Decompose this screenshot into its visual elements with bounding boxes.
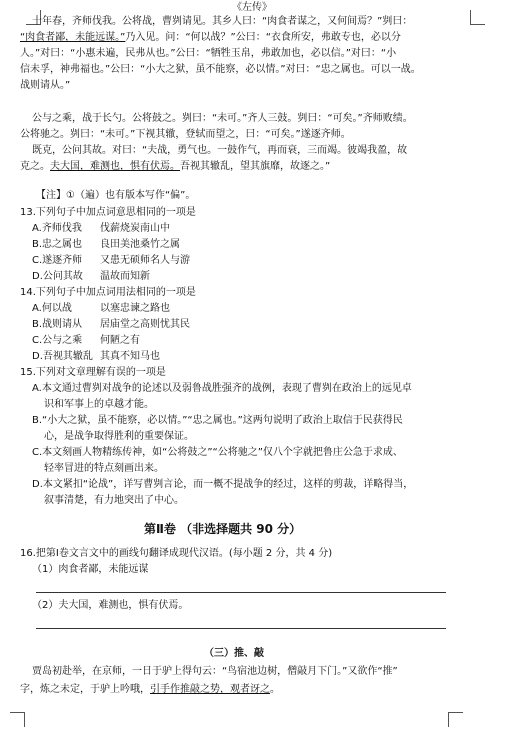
question-14-stem: 14.下列句子中加点词用法相同的一项是 [20,287,196,298]
question-15-option-a-cont: 识和军事上的卓越才能。 [44,399,154,410]
passage-line: 既克，公问其故。对曰：“夫战，勇气也。一鼓作气，再而衰，三而竭。彼竭我盈，故 [32,145,408,156]
question-15-option-d: D.本文紧扣“论战”，详写曹刿言论，而一概不提战争的经过，这样的剪裁，详略得当， [32,479,414,490]
corner-mark-bottom-left [10,712,25,727]
question-15-option-b-cont: 心，是战争取得胜利的重要保证。 [44,431,194,442]
question-15-stem: 15.下列对文章理解有误的一项是 [20,367,166,378]
answer-line [36,592,446,593]
question-14-option-b: B.战则请从 居庙堂之高则忧其民 [32,319,190,330]
question-14-option-a: A.何以战 以塞忠谏之路也 [32,303,170,314]
underlined-sentence: “肉食者鄙，未能远谋。” [20,32,126,43]
question-16-stem: 16.把第Ⅰ卷文言文中的画线句翻译成现代汉语。(每小题 2 分，共 4 分) [20,548,333,559]
annotation-note: 【注】①（遍）也有版本写作“偏”。 [36,190,196,201]
question-13-option-a: A.齐师伐我 伐薪烧炭南山中 [32,223,170,234]
part-three-line: 字，炼之未定，于驴上吟哦，引手作推敲之势，观者讶之。 [20,684,280,695]
question-15-option-b: B.“小大之狱，虽不能察，必以情。”“忠之属也。”这两句说明了政治上取信于民获得民 [32,415,403,426]
passage-line: 克之。夫大国，难测也，惧有伏焉。吾视其辙乱，望其旗靡，故逐之。” [20,161,331,172]
answer-line [36,628,446,629]
passage-line: 十年春，齐师伐我。公将战，曹刿请见。其乡人曰：“肉食者谋之，又何间焉？”刿曰： [32,16,413,27]
corner-mark-bottom-right [448,712,463,727]
part-three-heading: （三）推、敲 [204,648,264,659]
question-13-option-d: D.公问其故 温故而知新 [32,271,150,282]
question-16-item-2: （2）夫大国，难测也，惧有伏焉。 [32,600,189,611]
question-15-option-d-cont: 叙事清楚，有力地突出了中心。 [44,495,184,506]
source-title: 《左传》 [232,2,272,13]
section-ii-heading: 第Ⅱ卷 （非选择题共 90 分） [144,522,302,536]
passage-line: 公与之乘，战于长勺。公将鼓之。刿曰：“未可。”齐人三鼓。刿曰：“可矣。”齐师败绩。 [32,113,413,124]
passage-line: 战则请从。” [20,80,71,91]
question-15-option-a: A.本文通过曹刿对战争的论述以及弱鲁战胜强齐的战例，表现了曹刿在政治上的远见卓 [32,383,412,394]
question-13-stem: 13.下列句子中加点词意思相同的一项是 [20,207,196,218]
passage-line: 公将驰之。刿曰：“未可。”下视其辙，登轼而望之，曰：“可矣。”遂逐齐师。 [20,129,351,140]
passage-line: 信未孚，神弗福也。”公曰：“小大之狱，虽不能察，必以情。”对曰：“忠之属也。可以一战。 [20,64,421,75]
corner-mark-top-right [470,10,485,25]
passage-line: 人。”对曰：“小惠未遍，民弗从也。”公曰：“牺牲玉帛，弗敢加也，必以信。”对曰：“小 [20,48,397,59]
underlined-sentence: 引手作推敲之势，观者讶之 [150,684,270,695]
underlined-sentence: 夫大国，难测也，惧有伏焉。 [50,161,180,172]
question-13-option-b: B.忠之属也 良田美池桑竹之属 [32,239,180,250]
question-14-option-c: C.公与之乘 何陋之有 [32,335,140,346]
passage-line: “肉食者鄙，未能远谋。”乃入见。问：“何以战？”公曰：“衣食所安，弗敢专也，必以分 [20,32,401,43]
question-15-option-c: C.本文刻画人物精练传神，如“公将鼓之”“公将驰之”仅八个字就把鲁庄公急于求成、 [32,447,403,458]
question-15-option-c-cont: 轻率冒进的特点刻画出来。 [44,463,164,474]
question-14-option-d: D.吾视其辙乱 其真不知马也 [32,351,160,362]
question-13-option-c: C.遂逐齐师 又患无硕师名人与游 [32,255,190,266]
question-16-item-1: （1）肉食者鄙，未能远谋 [32,564,149,575]
part-three-line: 贾岛初赴举，在京师，一日于驴上得句云：“鸟宿池边树，僧敲月下门。”又欲作“推” [32,666,398,677]
